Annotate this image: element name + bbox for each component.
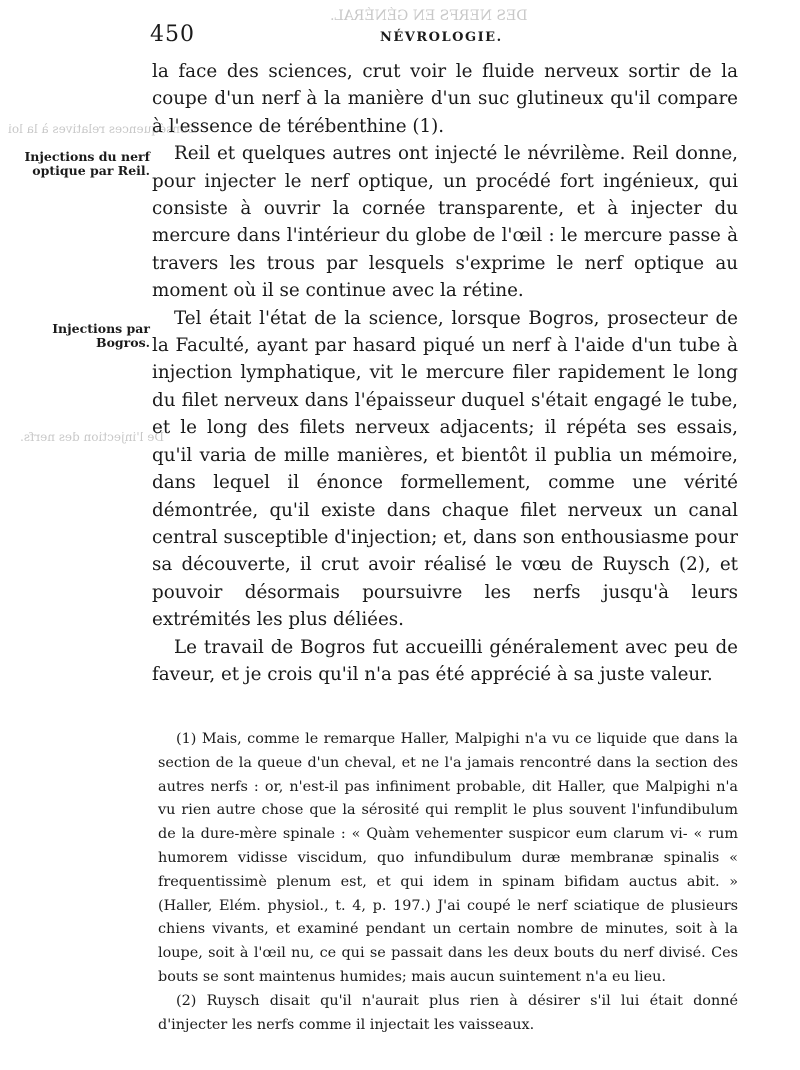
page-header [150, 22, 740, 52]
body-text [152, 58, 738, 688]
paragraph: Le travail de Bogros fut accueilli généralement avec peu de faveur, et je crois qu'il n'a pas été apprécié à sa juste valeur. [152, 636, 738, 685]
margin-note: Injections par Bogros. [52, 321, 150, 350]
paragraph: la face des sciences, crut voir le fluide nerveux sortir de la coupe d'un nerf à la manière d'un suc glutineux qu'il compare à l'essence de térébenthine (1). [152, 61, 738, 137]
footnotes [158, 728, 738, 1037]
paragraph: Reil et quelques autres ont injecté le névrilème. Reil donne, pour injecter le nerf optique, un procédé fort ingénieux, qui consiste à ouvrir la cornée transparente, et à injecter du mercure dans l'intérieur du globe de l'œil : le mercure passe à travers les trous par lesquels s'exprime le nerf optique au moment où il se continue avec la rétine. [152, 143, 738, 302]
bleed-through-running-head: DES NERFS EN GÉNÉRAL. [330, 8, 528, 24]
running-head: NÉVROLOGIE. [380, 30, 503, 45]
page-number: 450 [150, 22, 195, 47]
footnote: (1) Mais, comme le remarque Haller, Malpighi n'a vu ce liquide que dans la section de la queue d'un cheval, et ne l'a jamais rencontré dans la section des autres nerfs : or, n'est-il pas infiniment probable, dit Haller, que Malpighi n'a vu rien autre chose que la sérosité qui remplit le plus souvent l'infundibulum de la dure-mère spinale : « Quàm vehementer suspicor eum clarum vi- « rum humorem vidisse viscidum, quo infundibulum duræ membranæ spinalis « frequentissimè plenum est, et qui idem in spinam bifidam auctus abit. » (Haller, Elém. physiol., t. 4, p. 197.) J'ai coupé le nerf sciatique de plusieurs chiens vivants, et examiné pendant un certain nombre de minutes, soit à la loupe, soit à l'œil nu, ce qui se passait dans les deux bouts du nerf divisé. Ces bouts se sont maintenus humides; mais aucun suintement n'a eu lieu. [158, 731, 738, 985]
footnote: (2) Ruysch disait qu'il n'aurait plus rien à désirer s'il lui était donné d'injecter les nerfs comme il injectait les vaisseaux. [158, 992, 738, 1033]
bleed-through-margin-note: De l'injection des nerfs. [20, 430, 164, 444]
bleed-through-margin-note: Conséquences relatives à la loi [8, 122, 197, 136]
margin-note: Injections du nerf optique par Reil. [24, 149, 150, 178]
paragraph: Tel était l'état de la science, lorsque Bogros, prosecteur de la Faculté, ayant par hasard piqué un nerf à l'aide d'un tube à injection lymphatique, vit le mercure filer rapidement le long du filet nerveux dans l'épaisseur duquel s'était engagé le tube, et le long des filets nerveux adjacents; il répéta ses essais, qu'il varia de mille manières, et bientôt il publia un mémoire, dans lequel il énonce formellement, comme une vérité démontrée, qu'il existe dans chaque filet nerveux un canal central susceptible d'injection; et, dans son enthousiasme pour sa découverte, il crut avoir réalisé le vœu de Ruysch (2), et pouvoir désormais poursuivre les nerfs jusqu'à leurs extrémités les plus déliées. [152, 307, 738, 631]
